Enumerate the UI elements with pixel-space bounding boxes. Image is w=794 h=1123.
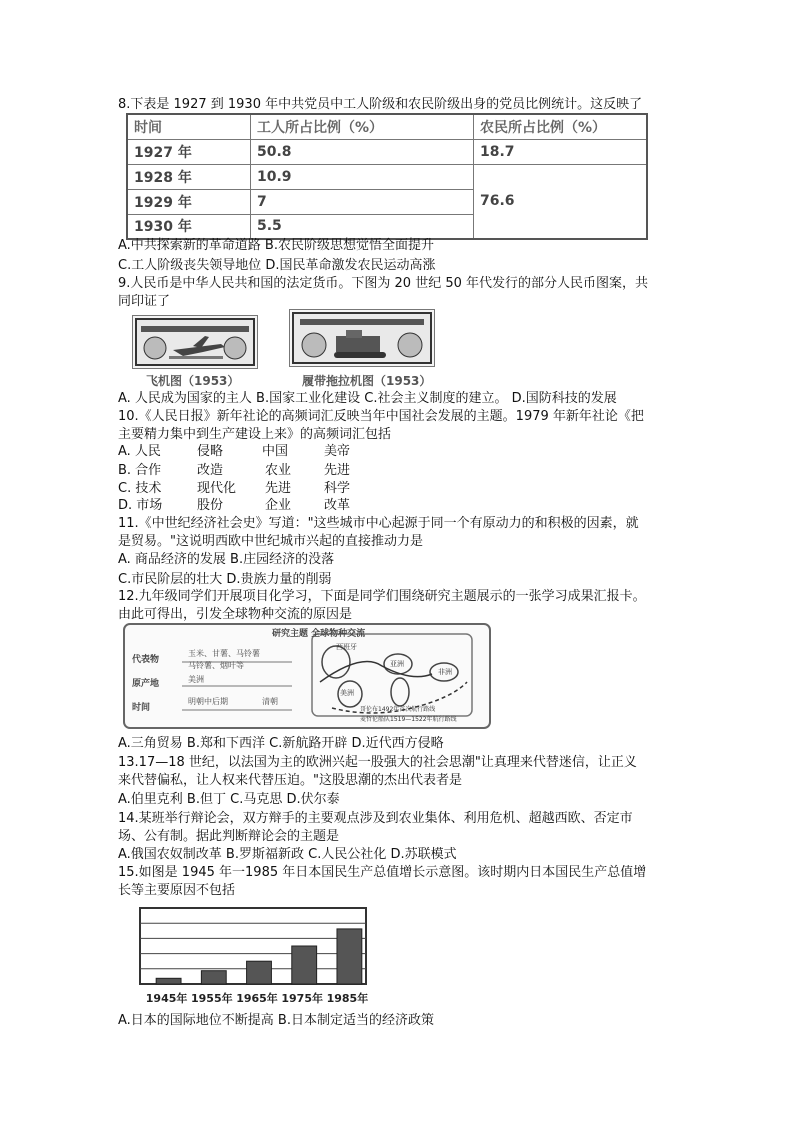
q9-stem-line2: 同印证了: [118, 294, 171, 309]
q10-option-word: D. 市场: [118, 498, 163, 513]
q8-farmer-merged-cell: 76.6: [474, 164, 648, 239]
q13-stem-line2: 来代替偏私，让人权来代替压迫。"这股思潮的杰出代表者是: [118, 773, 462, 788]
q10-option-word: 先进: [265, 481, 292, 496]
q10-option-word: 现代化: [197, 481, 237, 496]
q12-stem-line1: 12.九年级同学们开展项目化学习，下面是同学们围绕研究主题展示的一张学习成果汇报卡。: [118, 589, 646, 604]
map-legend-text: 哥伦布1492年首次航行路线: [360, 706, 436, 713]
q10-option-word: C. 技术: [118, 481, 162, 496]
chart-bar: [337, 929, 362, 984]
q11-options-ab: A. 商品经济的发展 B.庄园经济的没落: [118, 552, 335, 567]
report-card-row-label: 代表物: [132, 655, 160, 665]
q15-options: A.日本的国际地位不断提高 B.日本制定适当的经济政策: [118, 1013, 434, 1028]
report-card-title: 研究主题 全球物种交流: [272, 629, 366, 639]
q10-option-word: 股份: [197, 498, 224, 513]
chart-bar: [292, 946, 317, 984]
chart-x-tick-label: 1965年: [236, 992, 278, 1005]
q14-stem-line2: 场、公有制。据此判断辩论会的主题是: [118, 829, 340, 844]
q8-worker-cell: 5.5: [251, 214, 474, 239]
q11-stem-line2: 是贸易。"这说明西欧中世纪城市兴起的直接推动力是: [118, 534, 423, 549]
map-legend-text: 麦哲伦船队1519—1522年航行路线: [360, 716, 457, 723]
q8-header-worker: 工人所占比例（%）: [251, 114, 474, 139]
q8-options-ab: A.中共探索新的革命道路 B.农民阶级思想觉悟全面提升: [118, 238, 434, 253]
report-card-row-value: 清朝: [262, 697, 278, 706]
chart-x-tick-label: 1975年: [281, 992, 324, 1005]
q13-options: A.伯里克利 B.但丁 C.马克思 D.伏尔泰: [118, 792, 340, 807]
report-card-row-value: 玉米、甘薯、马铃薯: [188, 649, 260, 658]
q10-option-word: 美帝: [324, 444, 351, 459]
report-card-row-value: 美洲: [188, 675, 204, 684]
q10-option-word: 农业: [265, 463, 292, 478]
q13-stem-line1: 13.17—18 世纪，以法国为主的欧洲兴起一股强大的社会思潮"让真理来代替迷信，让正义: [118, 755, 637, 770]
q12-stem-line2: 由此可得出，引发全球物种交流的原因是: [118, 607, 353, 622]
q10-option-word: 科学: [324, 481, 351, 496]
q9-options: A. 人民成为国家的主人 B.国家工业化建设 C.社会主义制度的建立。 D.国防科技的发展: [118, 391, 617, 406]
q12-report-card: [122, 622, 492, 730]
q8-year-cell: 1928 年: [127, 164, 251, 189]
q8-year-cell: 1927 年: [127, 139, 251, 164]
q14-options: A.俄国农奴制改革 B.罗斯福新政 C.人民公社化 D.苏联模式: [118, 847, 457, 862]
map-place-label: 亚洲: [390, 660, 404, 668]
q8-header-time: 时间: [127, 114, 251, 139]
chart-bar: [156, 978, 181, 984]
q8-worker-cell: 7: [251, 189, 474, 214]
q9-stem-line1: 9.人民币是中华人民共和国的法定货币。下图为 20 世纪 50 年代发行的部分人民币图案，共: [118, 276, 649, 291]
q15-stem-line1: 15.如图是 1945 年一1985 年日本国民生产总值增长示意图。该时期内日本国民生产总值增: [118, 865, 647, 880]
q8-year-cell: 1929 年: [127, 189, 251, 214]
map-place-label: 美洲: [340, 689, 354, 697]
q10-stem-line2: 主要精力集中到生产建设上来》的高频词汇包括: [118, 427, 392, 442]
map-place-label: 非洲: [438, 668, 452, 676]
q10-option-word: A. 人民: [118, 444, 161, 459]
report-card-row-value: 马铃薯、烟叶等: [188, 661, 244, 670]
q10-stem-line1: 10.《人民日报》新年社论的高频词汇反映当年中国社会发展的主题。1979 年新年社论《把: [118, 409, 644, 424]
q8-header-farmer: 农民所占比例（%）: [474, 114, 648, 139]
q10-option-word: 先进: [324, 463, 351, 478]
q8-farmer-cell: 18.7: [474, 139, 648, 164]
q8-worker-cell: 10.9: [251, 164, 474, 189]
q10-option-word: B. 合作: [118, 463, 162, 478]
q10-option-word: 改造: [197, 463, 224, 478]
banknote-tractor-illustration: [290, 310, 434, 366]
q11-stem-line1: 11.《中世纪经济社会史》写道："这些城市中心起源于同一个有原动力的和积极的因素，就: [118, 516, 639, 531]
report-card-row-label: 原产地: [132, 679, 160, 689]
report-card-row-label: 时间: [132, 703, 151, 713]
q8-stem: 8.下表是 1927 到 1930 年中共党员中工人阶级和农民阶级出身的党员比例统计。这反映了: [118, 97, 643, 112]
banknote-airplane-image: [132, 315, 258, 369]
q8-table: [126, 113, 648, 240]
q10-option-word: 中国: [262, 444, 289, 459]
q10-option-word: 企业: [265, 498, 292, 513]
q15-stem-line2: 长等主要原因不包括: [118, 883, 236, 898]
q11-options-cd: C.市民阶层的壮大 D.贵族力量的削弱: [118, 572, 332, 587]
q8-worker-cell: 50.8: [251, 139, 474, 164]
q14-stem-line1: 14.某班举行辩论会，双方辩手的主要观点涉及到农业集体、利用危机、超越西欧、否定市: [118, 811, 633, 826]
chart-bar: [247, 961, 272, 984]
q8-options-cd: C.工人阶级丧失领导地位 D.国民革命激发农民运动高涨: [118, 258, 436, 273]
gnp-growth-chart: [126, 900, 386, 1008]
q10-option-word: 改革: [324, 498, 351, 513]
banknote-airplane-illustration: [133, 316, 257, 368]
banknote-tractor-image: [289, 309, 435, 367]
chart-x-tick-label: 1945年: [145, 992, 188, 1005]
q10-option-word: 侵略: [197, 444, 224, 459]
q12-options: A.三角贸易 B.郑和下西洋 C.新航路开辟 D.近代西方侵略: [118, 736, 444, 751]
q9-image2-caption: 履带拖拉机图（1953）: [302, 374, 432, 388]
chart-x-tick-label: 1985年: [326, 992, 369, 1005]
map-place-label: 西班牙: [336, 643, 357, 651]
report-card-row-value: 明朝中后期: [188, 697, 228, 706]
q8-year-cell: 1930 年: [127, 214, 251, 239]
q9-image1-caption: 飞机图（1953）: [146, 374, 240, 388]
chart-bar: [201, 971, 226, 984]
chart-x-tick-label: 1955年: [190, 992, 233, 1005]
gnp-chart-svg: [126, 900, 386, 1008]
